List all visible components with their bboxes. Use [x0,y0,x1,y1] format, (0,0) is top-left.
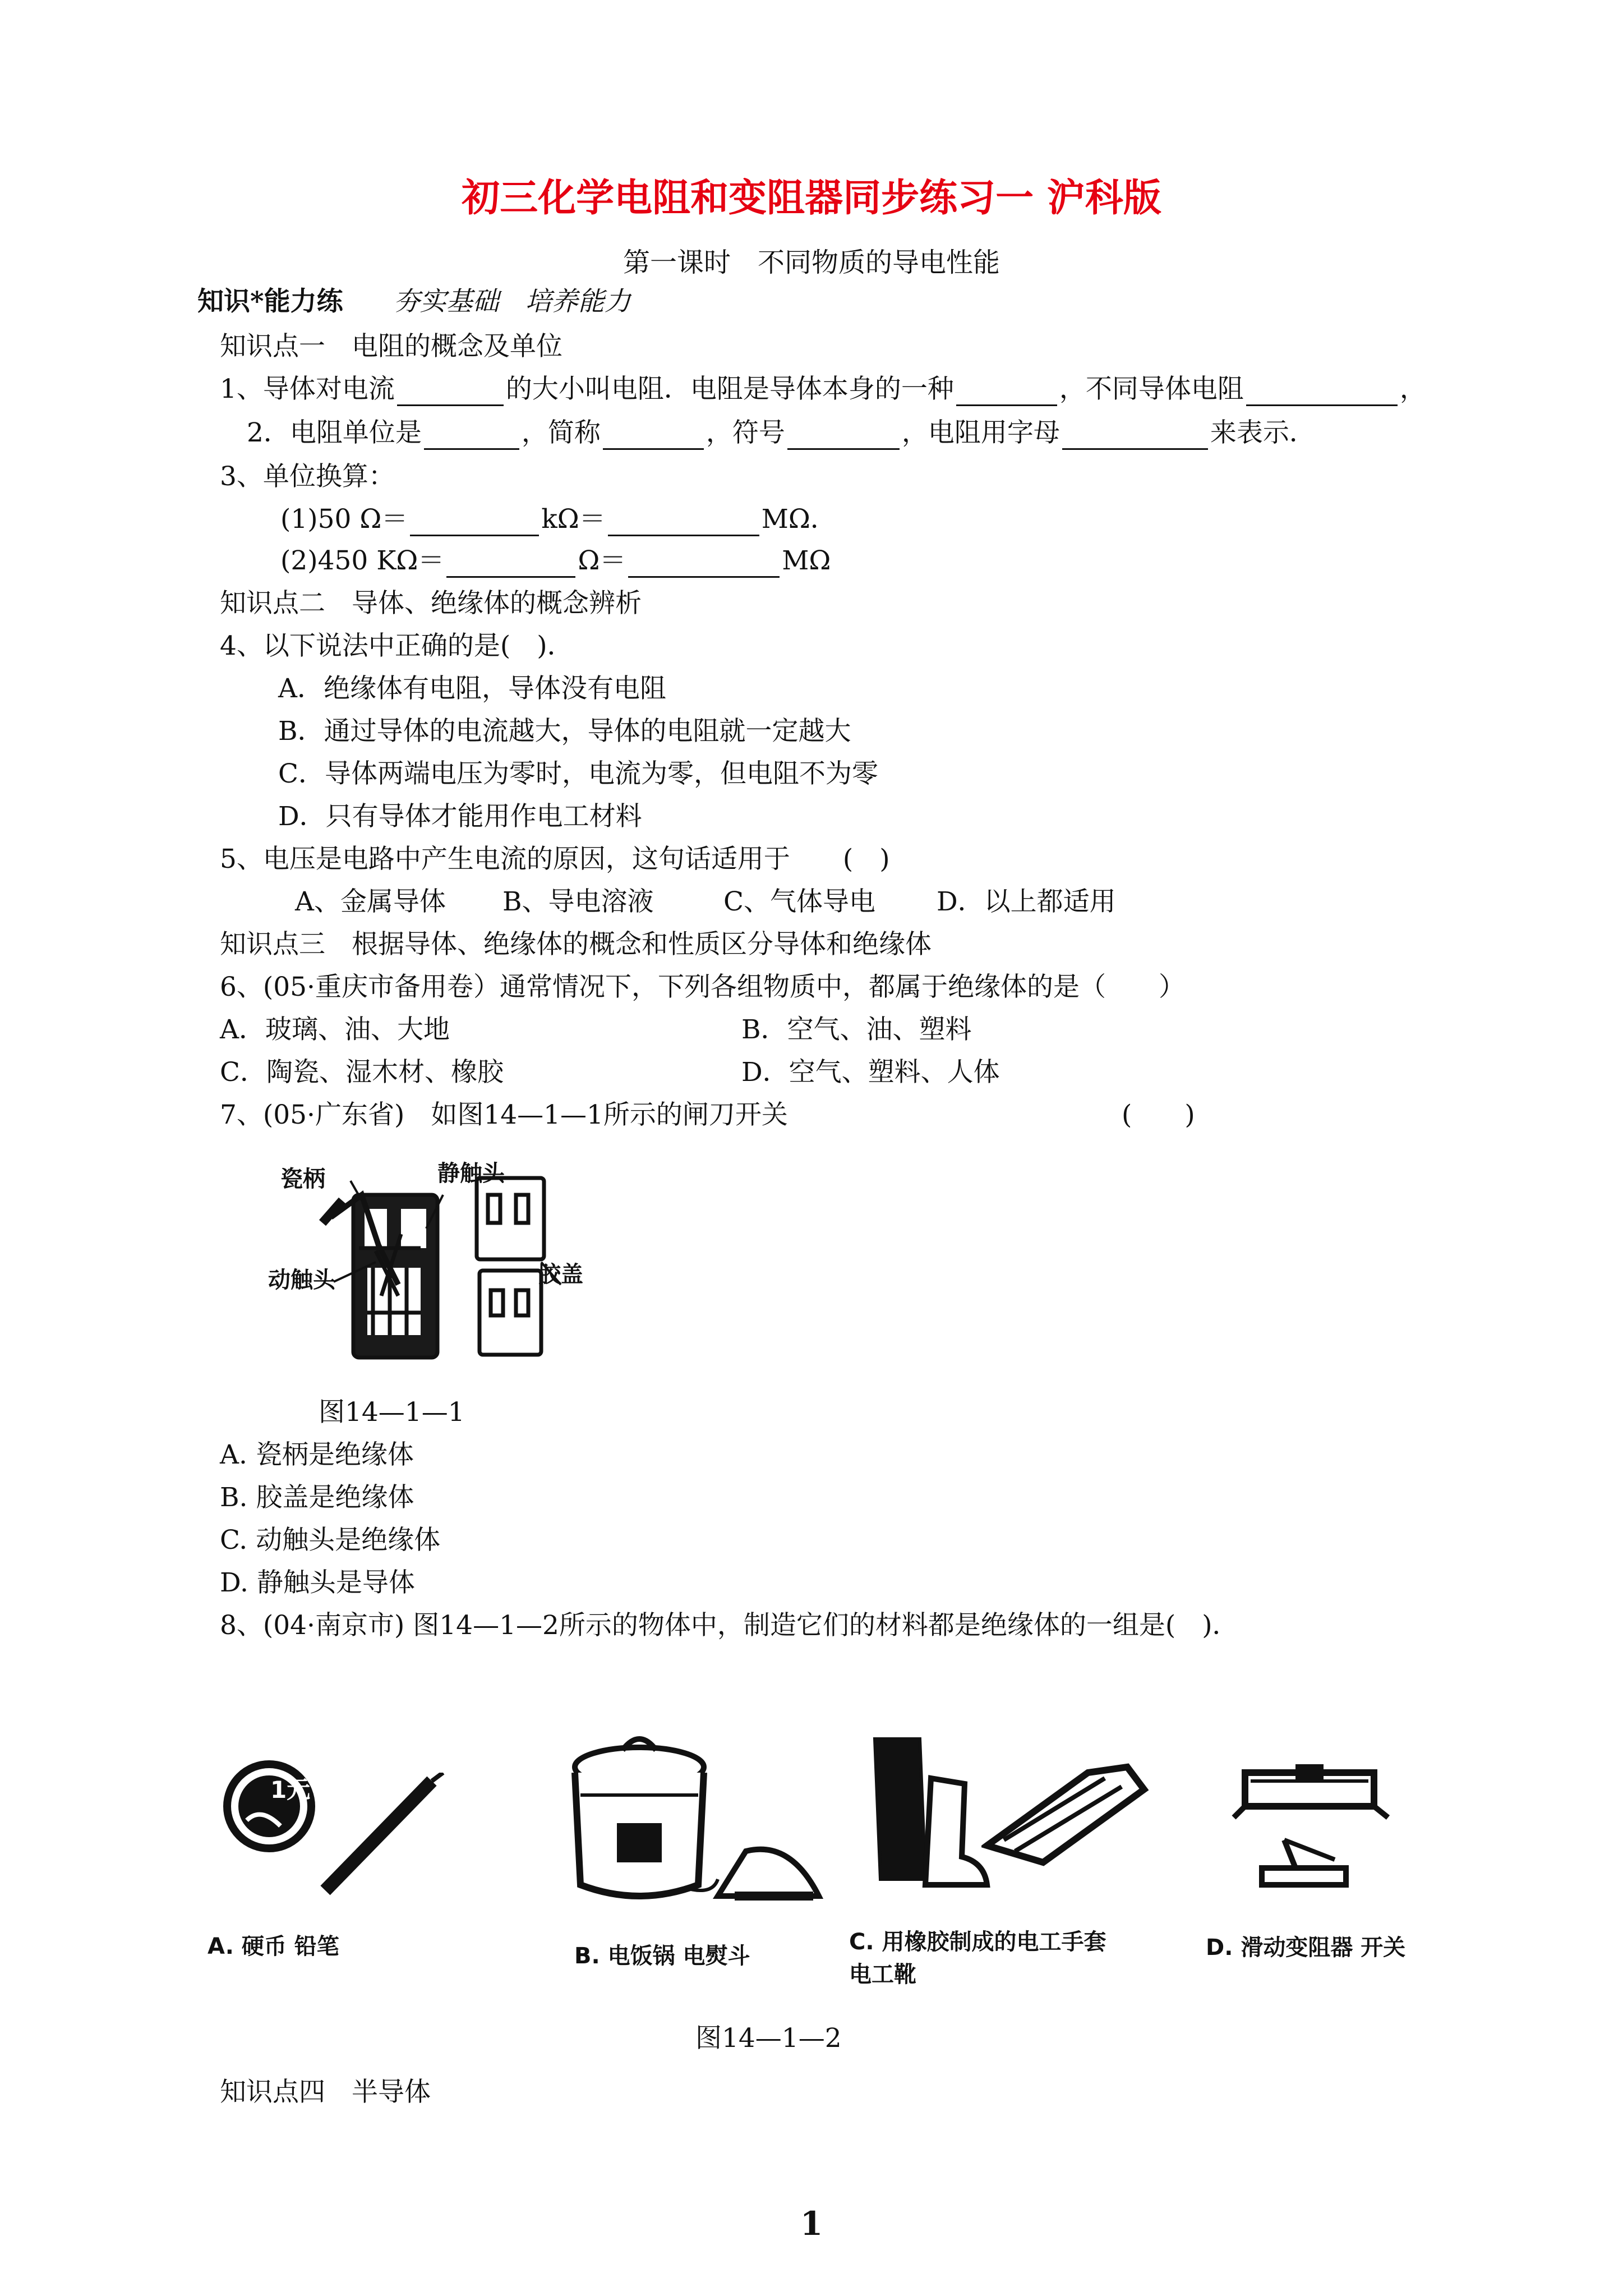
q7-option-a: A. 瓷柄是绝缘体 [220,1439,414,1470]
q2-blank-1[interactable] [424,424,519,450]
question-6: 6、(05·重庆市备用卷）通常情况下，下列各组物质中，都属于绝缘体的是（ ） [220,972,1185,1002]
rice-cooker-figure [555,1728,723,1913]
q5-option-a: A、金属导体 [295,886,446,917]
q3-1-b: kΩ＝ [541,504,606,535]
q1-blank-3[interactable] [1246,380,1398,406]
question-7: 7、(05·广东省) 如图14—1—1所示的闸刀开关 [220,1099,788,1130]
q3-1-a: (1)50 Ω＝ [280,504,408,535]
q3-1-c: MΩ． [761,504,837,535]
q7-option-b: B. 胶盖是绝缘体 [220,1482,414,1513]
q2-text-a: 2．电阻单位是 [247,417,422,448]
q6-option-d: D．空气、塑料、人体 [741,1057,1000,1088]
q2-blank-4[interactable] [1062,424,1208,450]
page-title: 初三化学电阻和变阻器同步练习一 沪科版 [462,176,1161,220]
fig1-label-static-contact: 静触头 [437,1161,505,1186]
question-3-part-1 [280,503,837,536]
fig2-item-d-label: D. 滑动变阻器 开关 [1206,1935,1406,1961]
q2-text-c: ，符号 [706,417,785,448]
coin-value-label: 1元 [270,1776,311,1803]
q2-blank-3[interactable] [787,424,900,450]
q2-text-e: 来表示． [1210,417,1316,448]
fig2-item-a-label: A. 硬币 铅笔 [208,1934,339,1959]
q1-text-c: ，不同导体电阻 [1059,374,1244,404]
q2-text-d: ，电阻用字母 [901,417,1060,448]
knowledge-point-4: 知识点四 半导体 [220,2077,431,2108]
q5-option-c: C、气体导电 [723,886,875,917]
q3-2-c: MΩ [782,545,831,576]
iron-figure [712,1834,824,1907]
knowledge-point-2: 知识点二 导体、绝缘体的概念辨析 [220,588,642,619]
fig2-item-c-label: C. 用橡胶制成的电工手套 [849,1929,1106,1955]
fig2-item-b-label: B. 电饭锅 电熨斗 [574,1943,750,1969]
q7-option-c: C. 动触头是绝缘体 [220,1525,441,1556]
section-motto: 夯实基础 培养能力 [393,286,631,317]
q7-option-d: D. 静触头是导体 [220,1567,415,1598]
q4-option-b: B．通过导体的电流越大，导体的电阻就一定越大 [278,716,851,747]
q1-blank-1[interactable] [397,380,504,406]
q3-1-blank-1[interactable] [410,510,539,536]
q7-answer-paren: ( ) [1122,1099,1195,1130]
pencil-figure [314,1773,449,1896]
lesson-subtitle: 第一课时 不同物质的导电性能 [623,247,1000,278]
q5-option-b: B、导电溶液 [502,886,654,917]
q1-text-d: ， [1399,374,1426,404]
q3-2-blank-1[interactable] [446,551,575,578]
q1-text-b: 的大小叫电阻．电阻是导体本身的一种 [505,374,954,404]
q5-option-d: D．以上都适用 [937,886,1116,917]
fig1-caption: 图14—1—1 [319,1397,465,1428]
section-heading [197,285,631,319]
q3-1-blank-2[interactable] [608,510,759,536]
fig2-caption: 图14—1—2 [695,2023,842,2054]
knowledge-point-1: 知识点一 电阻的概念及单位 [220,331,562,362]
q6-option-c: C．陶瓷、湿木材、橡胶 [220,1057,504,1088]
rubber-boots-figure [858,1733,993,1902]
q3-2-b: Ω＝ [578,545,626,576]
fig1-label-porcelain-handle: 瓷柄 [280,1166,325,1192]
q2-blank-2[interactable] [603,424,704,450]
q4-option-c: C．导体两端电压为零时，电流为零，但电阻不为零 [278,758,878,789]
q1-text-a: 1、导体对电流 [220,374,395,404]
q2-text-b: ，简称 [521,417,601,448]
page-number: 1 [800,2205,823,2243]
q4-option-d: D．只有导体才能用作电工材料 [278,801,642,832]
question-3: 3、单位换算： [220,461,395,492]
q4-option-a: A．绝缘体有电阻，导体没有电阻 [278,673,666,704]
question-3-part-2 [280,544,831,578]
fig1-label-moving-contact: 动触头 [268,1267,335,1293]
section-head: 知识*能力练 [197,286,343,317]
q3-2-a: (2)450 KΩ＝ [280,545,445,576]
q6-option-a: A．玻璃、油、大地 [220,1014,450,1045]
q6-option-b: B．空气、油、塑料 [741,1014,972,1045]
knowledge-point-3: 知识点三 根据导体、绝缘体的概念和性质区分导体和绝缘体 [220,929,932,960]
q1-blank-2[interactable] [956,380,1057,406]
question-5: 5、电压是电路中产生电流的原因，这句话适用于 ( ) [220,844,890,875]
question-8: 8、(04·南京市) 图14—1—2所示的物体中，制造它们的材料都是绝缘体的一组是( )． [220,1610,1239,1641]
q3-2-blank-2[interactable] [628,551,780,578]
fig2-item-c-label-2: 电工靴 [849,1962,916,1987]
question-2 [247,416,1316,450]
question-4: 4、以下说法中正确的是( )． [220,631,574,661]
fig1-label-plastic-cover: 胶盖 [538,1262,583,1287]
question-1 [220,372,1426,406]
rheostat-switch-figure [1228,1761,1396,1890]
rubber-gloves-figure [981,1756,1150,1868]
